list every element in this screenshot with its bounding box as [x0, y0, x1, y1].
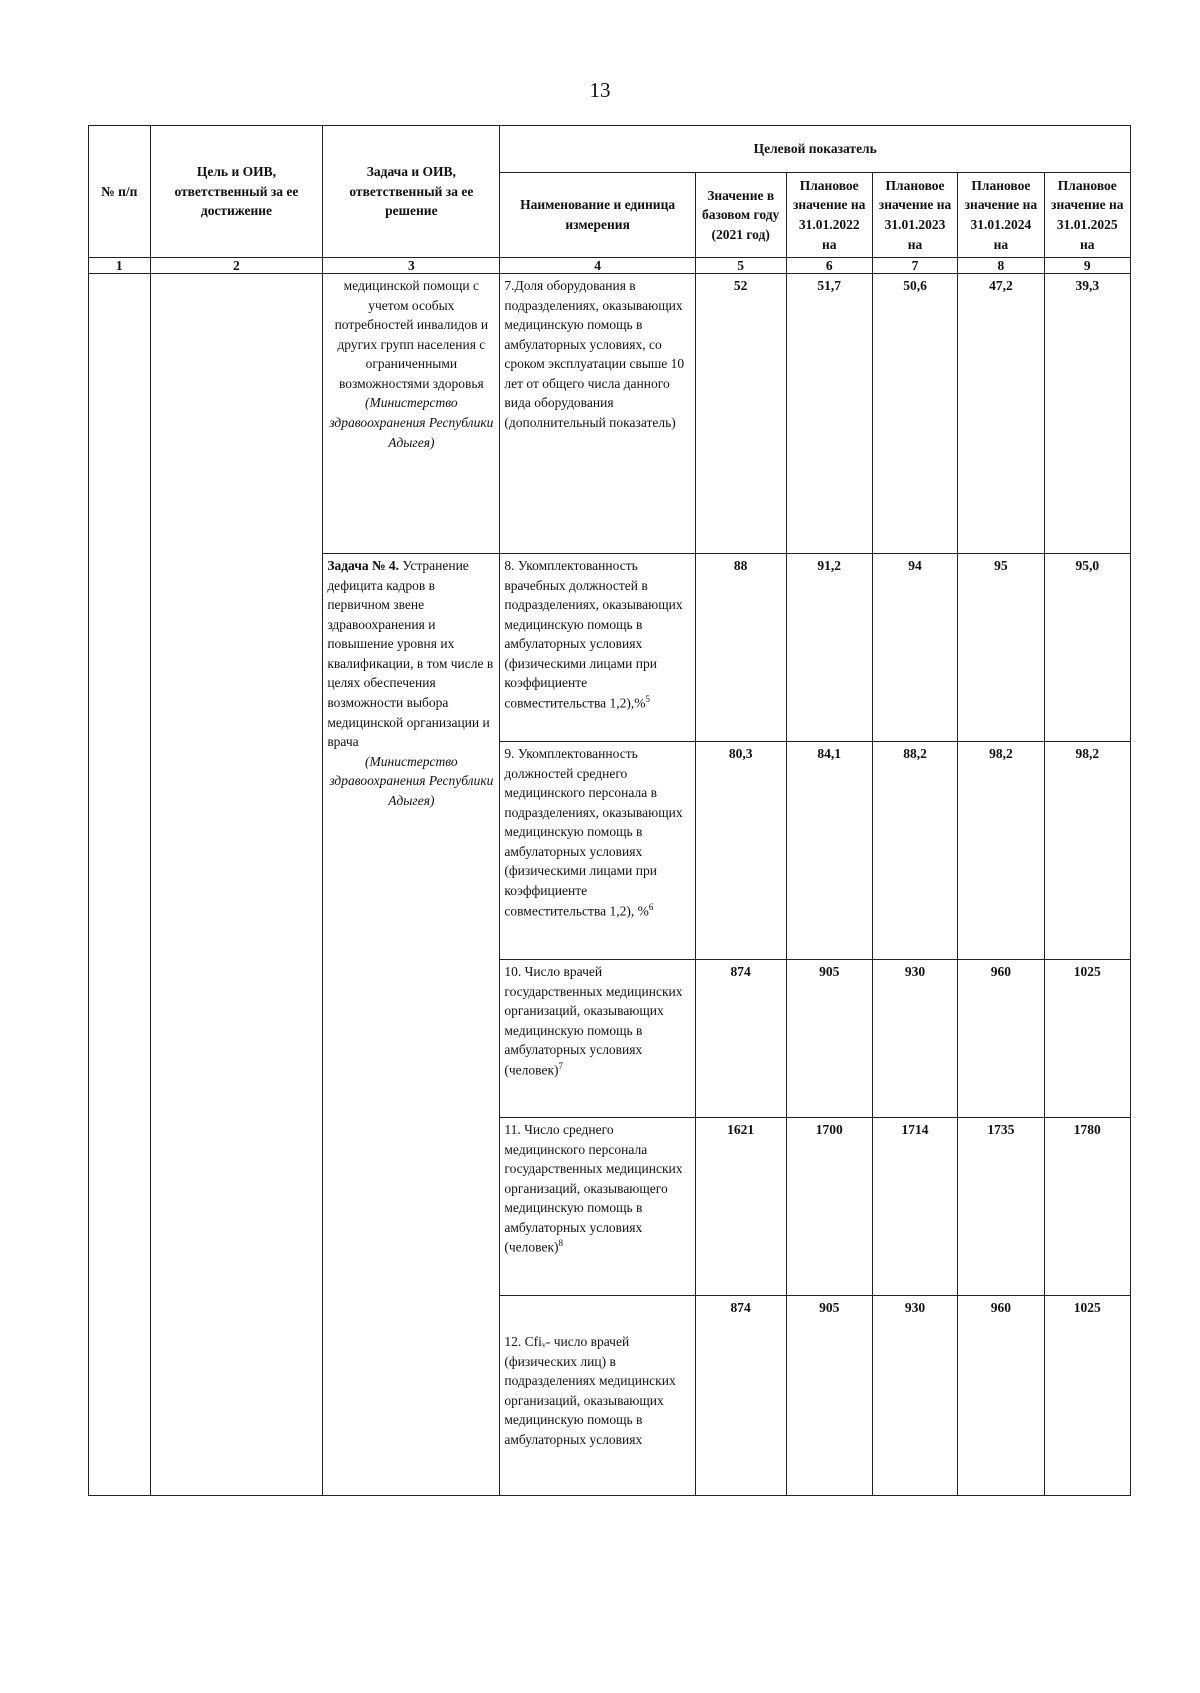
plan-2023-value: 88,2: [872, 742, 957, 960]
footnote-mark: 5: [645, 693, 650, 704]
plan-2023-value: 1714: [872, 1118, 957, 1296]
plan-2022-value: 84,1: [786, 742, 872, 960]
task-cell: [323, 274, 500, 554]
task-4-text: Устранение дефицита кадров в первичном звене здравоохранения и повышение уровня их квалификации, в том числе в целях обеспечения возможности выбора медицинской организации и врача: [327, 558, 494, 750]
plan-2024-value: 960: [958, 960, 1044, 1118]
footnote-mark: 7: [558, 1060, 563, 1071]
plan-2025-value: 1025: [1044, 1296, 1130, 1496]
task-text: медицинской помощи с учетом особых потребностей инвалидов и других групп населения с ограниченными возможностями здоровья: [334, 278, 489, 391]
plan-2022-value: 905: [786, 960, 872, 1118]
column-index: 9: [1044, 258, 1130, 274]
plan-2023-value: 50,6: [872, 274, 957, 554]
base-value: 1621: [695, 1118, 786, 1296]
plan-2024-value: 47,2: [958, 274, 1044, 554]
column-index-row: [89, 258, 1131, 274]
base-value: 874: [695, 1296, 786, 1496]
plan-2022-value: 1700: [786, 1118, 872, 1296]
header-plan-2025: Плановое значение на 31.01.2025 на: [1044, 173, 1130, 258]
header-base-value: Значение в базовом году (2021 год): [695, 173, 786, 258]
page-number: 13: [589, 78, 611, 102]
task-4-ministry: (Министерство здравоохранения Республики Адыгея): [329, 753, 494, 808]
header-goal: Цель и ОИВ, ответственный за ее достижение: [150, 126, 323, 258]
header-task: Задача и ОИВ, ответственный за ее решение: [323, 126, 500, 258]
base-value: 874: [695, 960, 786, 1118]
base-value: 88: [695, 554, 786, 742]
header-number: № п/п: [89, 126, 151, 258]
task-4-label: Задача № 4.: [327, 558, 400, 573]
base-value: 80,3: [695, 742, 786, 960]
indicator-name: 11. Число среднего медицинского персонала государственных медицинских организаций, оказывающего медицинскую помощь в амбулаторных условиях (человек)$^8$: [500, 1118, 695, 1296]
footnote-mark: 8: [558, 1238, 563, 1249]
plan-2022-value: 51,7: [786, 274, 872, 554]
column-index: 6: [786, 258, 872, 274]
target-indicators-table: [88, 125, 1131, 1496]
indicator-name: 9. Укомплектованность должностей среднего медицинского персонала в подразделениях, оказывающих медицинскую помощь в амбулаторных условиях (физическими лицами при коэффициенте совместительства 1,2), %$^6$: [500, 742, 695, 960]
plan-2024-value: 95: [958, 554, 1044, 742]
header-plan-2022: Плановое значение на 31.01.2022 на: [786, 173, 872, 258]
plan-2024-value: 960: [958, 1296, 1044, 1496]
plan-2024-value: 1735: [958, 1118, 1044, 1296]
column-index: 3: [323, 258, 500, 274]
column-index: 1: [89, 258, 151, 274]
plan-2025-value: 1780: [1044, 1118, 1130, 1296]
plan-2023-value: 930: [872, 1296, 957, 1496]
table-row: [89, 274, 1131, 554]
column-index: 8: [958, 258, 1044, 274]
base-value: 52: [695, 274, 786, 554]
indicator-name: 12. Cfiᵥ- число врачей (физических лиц) в подразделениях медицинских организаций, оказывающих медицинскую помощь в амбулаторных условиях: [500, 1296, 695, 1496]
plan-2025-value: 98,2: [1044, 742, 1130, 960]
indicator-name: 10. Число врачей государственных медицинских организаций, оказывающих медицинскую помощь в амбулаторных условиях (человек)$^7$: [500, 960, 695, 1118]
header-indicator-name: Наименование и единица измерения: [500, 173, 695, 258]
plan-2022-value: 91,2: [786, 554, 872, 742]
column-index: 4: [500, 258, 695, 274]
header-target-indicator: Целевой показатель: [500, 126, 1131, 173]
plan-2023-value: 94: [872, 554, 957, 742]
column-index: 7: [872, 258, 957, 274]
indicator-name: 8. Укомплектованность врачебных должностей в подразделениях, оказывающих медицинскую помощь в амбулаторных условиях (физическими лицами при коэффициенте совместительства 1,2),%$^5$: [500, 554, 695, 742]
indicator-name: 7.Доля оборудования в подразделениях, оказывающих медицинскую помощь в амбулаторных условиях, со сроком эксплуатации свыше 10 лет от общего числа данного вида оборудования (дополнительный показатель): [500, 274, 695, 554]
plan-2025-value: 39,3: [1044, 274, 1130, 554]
plan-2022-value: 905: [786, 1296, 872, 1496]
number-cell: [89, 274, 151, 1496]
goal-cell: [150, 274, 323, 1496]
column-index: 5: [695, 258, 786, 274]
header-plan-2024: Плановое значение на 31.01.2024 на: [958, 173, 1044, 258]
task-4-cell: [323, 554, 500, 1496]
task-ministry: (Министерство здравоохранения Республики Адыгея): [329, 395, 494, 450]
footnote-mark: 6: [648, 901, 654, 912]
column-index: 2: [150, 258, 323, 274]
plan-2023-value: 930: [872, 960, 957, 1118]
plan-2024-value: 98,2: [958, 742, 1044, 960]
plan-2025-value: 95,0: [1044, 554, 1130, 742]
header-plan-2023: Плановое значение на 31.01.2023 на: [872, 173, 957, 258]
plan-2025-value: 1025: [1044, 960, 1130, 1118]
